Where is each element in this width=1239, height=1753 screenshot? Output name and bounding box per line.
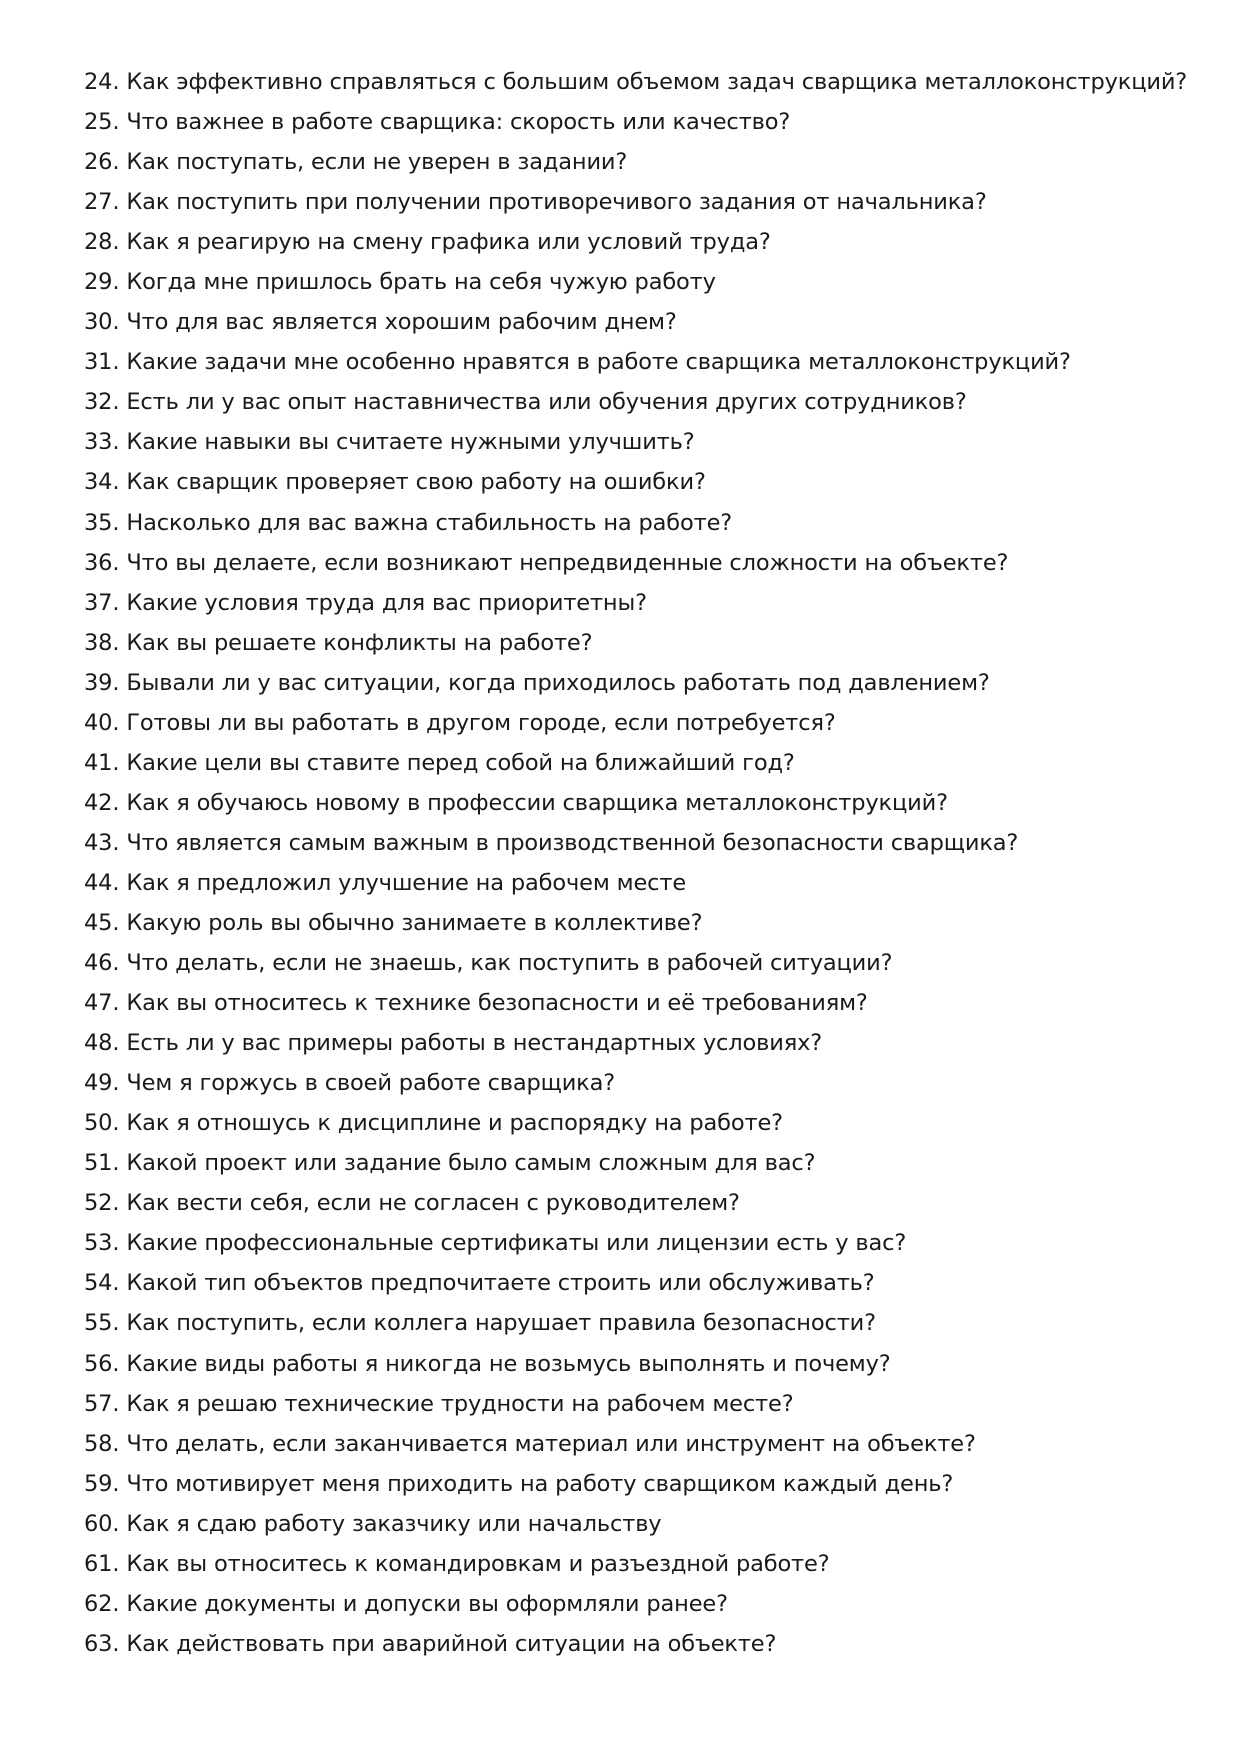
question-text: Как я обучаюсь новому в профессии сварщика металлоконструкций? bbox=[126, 789, 948, 816]
question-number: 51. bbox=[84, 1150, 120, 1177]
question-text: Что важнее в работе сварщика: скорость или качество? bbox=[126, 109, 791, 136]
question-text: Как действовать при аварийной ситуации на объекте? bbox=[126, 1630, 777, 1657]
question-number: 45. bbox=[84, 909, 120, 936]
list-item bbox=[84, 1183, 1214, 1223]
question-number: 27. bbox=[84, 189, 120, 216]
question-number: 26. bbox=[84, 149, 120, 176]
question-text: Какие профессиональные сертификаты или лицензии есть у вас? bbox=[126, 1230, 907, 1257]
question-number: 46. bbox=[84, 950, 120, 977]
question-text: Как я отношусь к дисциплине и распорядку на работе? bbox=[126, 1110, 783, 1137]
question-number: 32. bbox=[84, 389, 120, 416]
question-number: 57. bbox=[84, 1390, 120, 1417]
list-item bbox=[84, 102, 1214, 142]
list-item bbox=[84, 783, 1214, 823]
list-item bbox=[84, 422, 1214, 462]
list-item bbox=[84, 462, 1214, 502]
question-text: Как эффективно справляться с большим объемом задач сварщика металлоконструкций? bbox=[126, 69, 1188, 95]
question-text: Что мотивирует меня приходить на работу сварщиком каждый день? bbox=[126, 1470, 954, 1497]
question-number: 24. bbox=[84, 69, 120, 95]
question-text: Насколько для вас важна стабильность на работе? bbox=[126, 509, 733, 536]
question-number: 42. bbox=[84, 789, 120, 816]
question-number: 33. bbox=[84, 429, 120, 456]
question-text: Какие виды работы я никогда не возьмусь выполнять и почему? bbox=[126, 1350, 891, 1377]
question-text: Какие задачи мне особенно нравятся в работе сварщика металлоконструкций? bbox=[126, 349, 1071, 376]
question-text: Как я реагирую на смену графика или условий труда? bbox=[126, 229, 771, 256]
question-number: 39. bbox=[84, 669, 120, 696]
question-text: Какую роль вы обычно занимаете в коллективе? bbox=[126, 909, 703, 936]
list-item bbox=[84, 1584, 1214, 1624]
question-text: Как вы относитесь к командировкам и разъездной работе? bbox=[126, 1550, 830, 1577]
question-text: Что делать, если заканчивается материал или инструмент на объекте? bbox=[126, 1430, 976, 1457]
list-item bbox=[84, 1384, 1214, 1424]
list-item bbox=[84, 1023, 1214, 1063]
question-number: 34. bbox=[84, 469, 120, 496]
list-item bbox=[84, 1063, 1214, 1103]
question-list bbox=[84, 62, 1214, 1664]
question-text: Как вести себя, если не согласен с руководителем? bbox=[126, 1190, 740, 1217]
question-number: 58. bbox=[84, 1430, 120, 1457]
question-text: Бывали ли у вас ситуации, когда приходилось работать под давлением? bbox=[126, 669, 990, 696]
list-item bbox=[84, 663, 1214, 703]
question-text: Что для вас является хорошим рабочим днем? bbox=[126, 309, 677, 336]
question-number: 30. bbox=[84, 309, 120, 336]
question-number: 41. bbox=[84, 749, 120, 776]
question-number: 28. bbox=[84, 229, 120, 256]
question-number: 31. bbox=[84, 349, 120, 376]
list-item bbox=[84, 302, 1214, 342]
list-item bbox=[84, 1103, 1214, 1143]
list-item bbox=[84, 743, 1214, 783]
question-number: 55. bbox=[84, 1310, 120, 1337]
question-text: Как поступать, если не уверен в задании? bbox=[126, 149, 628, 176]
question-number: 53. bbox=[84, 1230, 120, 1257]
question-number: 47. bbox=[84, 990, 120, 1017]
question-number: 29. bbox=[84, 269, 120, 296]
question-number: 54. bbox=[84, 1270, 120, 1297]
question-number: 61. bbox=[84, 1550, 120, 1577]
question-number: 38. bbox=[84, 629, 120, 656]
question-number: 60. bbox=[84, 1510, 120, 1537]
question-number: 37. bbox=[84, 589, 120, 616]
list-item bbox=[84, 543, 1214, 583]
question-number: 44. bbox=[84, 869, 120, 896]
question-text: Какие документы и допуски вы оформляли ранее? bbox=[126, 1590, 728, 1617]
question-text: Какие цели вы ставите перед собой на ближайший год? bbox=[126, 749, 795, 776]
question-number: 62. bbox=[84, 1590, 120, 1617]
list-item bbox=[84, 583, 1214, 623]
list-item bbox=[84, 62, 1214, 102]
question-text: Какой проект или задание было самым сложным для вас? bbox=[126, 1150, 816, 1177]
list-item bbox=[84, 1263, 1214, 1303]
question-number: 35. bbox=[84, 509, 120, 536]
list-item bbox=[84, 1504, 1214, 1544]
question-number: 48. bbox=[84, 1030, 120, 1057]
question-text: Чем я горжусь в своей работе сварщика? bbox=[126, 1070, 616, 1097]
question-text: Как я предложил улучшение на рабочем месте bbox=[126, 869, 687, 896]
question-text: Что является самым важным в производственной безопасности сварщика? bbox=[126, 829, 1019, 856]
question-text: Как вы относитесь к технике безопасности и её требованиям? bbox=[126, 990, 868, 1017]
list-item bbox=[84, 342, 1214, 382]
question-text: Как вы решаете конфликты на работе? bbox=[126, 629, 593, 656]
question-text: Что вы делаете, если возникают непредвиденные сложности на объекте? bbox=[126, 549, 1009, 576]
question-number: 49. bbox=[84, 1070, 120, 1097]
list-item bbox=[84, 1464, 1214, 1504]
list-item bbox=[84, 222, 1214, 262]
list-item bbox=[84, 863, 1214, 903]
question-text: Готовы ли вы работать в другом городе, если потребуется? bbox=[126, 709, 836, 736]
list-item bbox=[84, 1544, 1214, 1584]
question-text: Какие условия труда для вас приоритетны? bbox=[126, 589, 647, 616]
question-text: Какой тип объектов предпочитаете строить или обслуживать? bbox=[126, 1270, 875, 1297]
question-text: Как я решаю технические трудности на рабочем месте? bbox=[126, 1390, 794, 1417]
question-number: 63. bbox=[84, 1630, 120, 1657]
list-item bbox=[84, 142, 1214, 182]
question-text: Как поступить при получении противоречивого задания от начальника? bbox=[126, 189, 987, 216]
question-number: 52. bbox=[84, 1190, 120, 1217]
list-item bbox=[84, 382, 1214, 422]
list-item bbox=[84, 903, 1214, 943]
question-text: Как я сдаю работу заказчику или начальству bbox=[126, 1510, 662, 1537]
list-item bbox=[84, 943, 1214, 983]
question-text: Когда мне пришлось брать на себя чужую работу bbox=[126, 269, 716, 296]
list-item bbox=[84, 1344, 1214, 1384]
question-text: Как сварщик проверяет свою работу на ошибки? bbox=[126, 469, 706, 496]
list-item bbox=[84, 703, 1214, 743]
question-text: Что делать, если не знаешь, как поступить в рабочей ситуации? bbox=[126, 950, 893, 977]
list-item bbox=[84, 503, 1214, 543]
question-text: Какие навыки вы считаете нужными улучшить? bbox=[126, 429, 695, 456]
question-number: 36. bbox=[84, 549, 120, 576]
question-number: 50. bbox=[84, 1110, 120, 1137]
list-item bbox=[84, 1223, 1214, 1263]
list-item bbox=[84, 623, 1214, 663]
question-number: 40. bbox=[84, 709, 120, 736]
question-number: 25. bbox=[84, 109, 120, 136]
list-item bbox=[84, 182, 1214, 222]
list-item bbox=[84, 823, 1214, 863]
question-text: Есть ли у вас опыт наставничества или обучения других сотрудников? bbox=[126, 389, 967, 416]
list-item bbox=[84, 983, 1214, 1023]
list-item bbox=[84, 1303, 1214, 1343]
list-item bbox=[84, 1143, 1214, 1183]
question-number: 59. bbox=[84, 1470, 120, 1497]
question-number: 56. bbox=[84, 1350, 120, 1377]
question-text: Как поступить, если коллега нарушает правила безопасности? bbox=[126, 1310, 876, 1337]
list-item bbox=[84, 1424, 1214, 1464]
question-number: 43. bbox=[84, 829, 120, 856]
list-item bbox=[84, 1624, 1214, 1664]
question-text: Есть ли у вас примеры работы в нестандартных условиях? bbox=[126, 1030, 823, 1057]
list-item bbox=[84, 262, 1214, 302]
